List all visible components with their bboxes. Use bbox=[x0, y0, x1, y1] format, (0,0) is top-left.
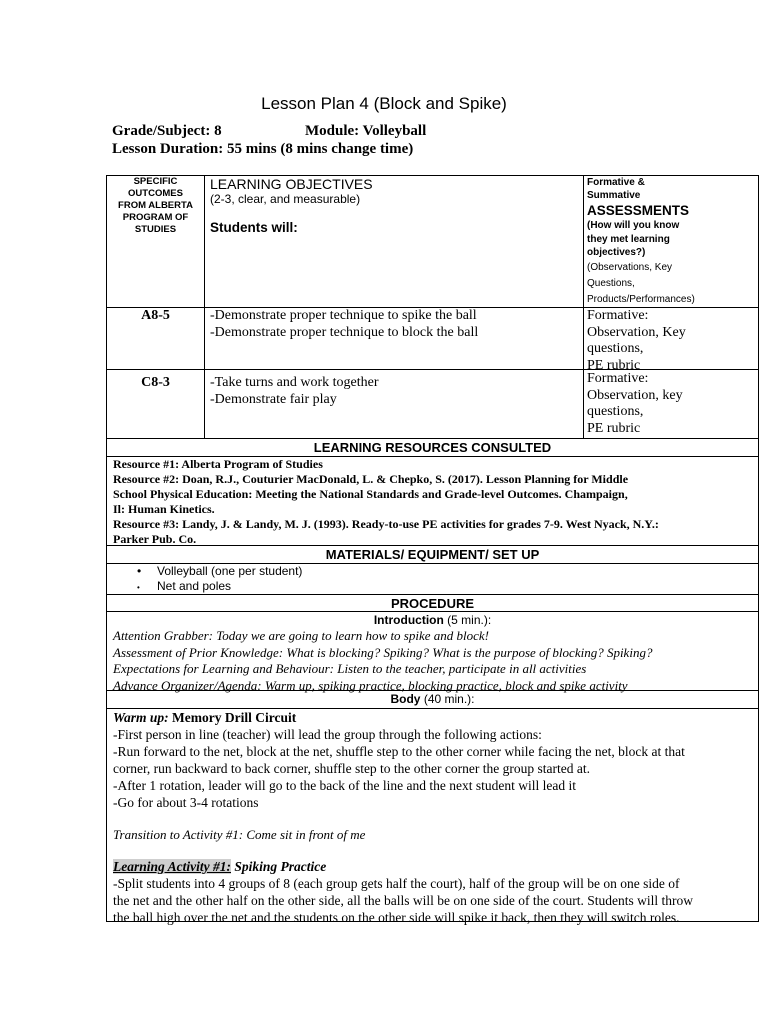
bullet-icon: • bbox=[137, 583, 140, 592]
warmup-heading bbox=[113, 709, 758, 726]
activity-heading bbox=[113, 858, 758, 875]
body-content bbox=[113, 709, 758, 926]
warmup-title: Memory Drill Circuit bbox=[168, 710, 297, 725]
objective-item: -Demonstrate fair play bbox=[210, 391, 337, 407]
procedure-heading: PROCEDURE bbox=[390, 596, 475, 611]
intro-line: Advance Organizer/Agenda: Warm up, spiking practice, blocking practice, block and spike activity bbox=[113, 677, 628, 693]
assessments-header bbox=[587, 176, 759, 308]
resource-line: Resource #3: Landy, J. & Landy, M. J. (1993). Ready-to-use PE activities for grades 7-9. West Nyack, N.Y.: bbox=[113, 517, 659, 531]
resources-heading: LEARNING RESOURCES CONSULTED bbox=[313, 440, 552, 455]
transition-text: Transition to Activity #1: Come sit in front of me bbox=[113, 827, 366, 842]
warmup-line: -Run forward to the net, block at the net, shuffle step to the other corner while facing the net, block at that bbox=[113, 744, 685, 759]
assess-small-line: Summative bbox=[587, 190, 641, 201]
assess-types-line: (Observations, Key bbox=[587, 261, 673, 273]
assessment-line: Formative: bbox=[587, 371, 649, 386]
intro-line: Attention Grabber: Today we are going to learn how to spike and block! bbox=[113, 628, 489, 643]
grade-subject-line bbox=[112, 123, 427, 140]
objective-item: -Demonstrate proper technique to spike the ball bbox=[210, 308, 477, 323]
outcomes-header-line: OUTCOMES bbox=[128, 188, 183, 199]
outcomes-header-line: FROM ALBERTA bbox=[118, 200, 193, 211]
assessment-cell bbox=[587, 371, 759, 437]
warmup-line: -Go for about 3-4 rotations bbox=[113, 795, 259, 810]
outcome-code: A8-5 bbox=[141, 308, 170, 323]
assessment-line: Formative: bbox=[587, 308, 649, 323]
objectives-header bbox=[210, 176, 580, 235]
materials-item-text: Volleyball (one per student) bbox=[157, 564, 303, 578]
objectives-cell bbox=[210, 308, 580, 341]
resource-line: Resource #1: Alberta Program of Studies bbox=[113, 457, 323, 471]
outcomes-header-line: SPECIFIC bbox=[133, 176, 178, 187]
page-title: Lesson Plan 4 (Block and Spike) bbox=[261, 94, 507, 113]
assess-types-line: Questions, bbox=[587, 277, 635, 289]
introduction-label: Introduction bbox=[373, 613, 444, 627]
assess-small-line: Formative & bbox=[587, 177, 645, 188]
outcome-code: C8-3 bbox=[141, 375, 170, 390]
body-heading bbox=[107, 691, 758, 708]
activity-line: the net and the other half on the other side, all the balls will be on one side of the court. Students will throw bbox=[113, 893, 693, 908]
lesson-duration: Lesson Duration: 55 mins (8 mins change time) bbox=[112, 141, 414, 157]
body-label: Body bbox=[390, 692, 421, 706]
assessment-line: PE rubric bbox=[587, 357, 641, 373]
assess-question-line: (How will you know bbox=[587, 220, 680, 231]
objectives-title: LEARNING OBJECTIVES bbox=[210, 176, 373, 192]
objective-item: -Demonstrate proper technique to block the ball bbox=[210, 324, 479, 340]
objectives-subtitle: (2-3, clear, and measurable) bbox=[210, 192, 361, 206]
outcomes-header bbox=[107, 176, 204, 236]
materials-item bbox=[137, 564, 302, 579]
introduction-time: (5 min.): bbox=[443, 613, 492, 627]
assessments-title: ASSESSMENTS bbox=[587, 203, 690, 218]
resource-line: School Physical Education: Meeting the National Standards and Grade-level Outcomes. Champaign, bbox=[113, 487, 628, 501]
lesson-plan-table bbox=[106, 175, 759, 925]
assessment-cell bbox=[587, 308, 759, 374]
objectives-cell bbox=[210, 375, 580, 408]
materials-list bbox=[137, 564, 302, 595]
assessment-line: questions, bbox=[587, 404, 644, 419]
column-divider bbox=[204, 176, 205, 438]
warmup-line: -After 1 rotation, leader will go to the back of the line and the next student will lead it bbox=[113, 778, 576, 793]
students-will: Students will: bbox=[210, 220, 298, 235]
resource-line: Parker Pub. Co. bbox=[113, 532, 197, 546]
materials-heading: MATERIALS/ EQUIPMENT/ SET UP bbox=[325, 547, 540, 562]
resource-line: Resource #2: Doan, R.J., Couturier MacDonald, L. & Chepko, S. (2017). Lesson Planning for Middle bbox=[113, 472, 629, 486]
bullet-icon: • bbox=[137, 564, 142, 578]
assessment-line: questions, bbox=[587, 341, 644, 356]
introduction-heading bbox=[107, 612, 758, 628]
resource-line: Il: Human Kinetics. bbox=[113, 502, 215, 516]
intro-line: Assessment of Prior Knowledge: What is blocking? Spiking? What is the purpose of blocking? Spiking? bbox=[113, 644, 653, 660]
resources-list bbox=[113, 457, 753, 547]
assessment-line: Observation, key bbox=[587, 387, 683, 403]
introduction-body bbox=[113, 628, 753, 694]
activity-line: -Split students into 4 groups of 8 (each group gets half the court), half of the group will be on one side of bbox=[113, 876, 680, 891]
assess-question-line: objectives?) bbox=[587, 247, 646, 258]
column-divider bbox=[583, 176, 584, 438]
assessment-line: PE rubric bbox=[587, 420, 641, 436]
assess-question-line: they met learning bbox=[587, 233, 670, 245]
activity-title: Spiking Practice bbox=[231, 859, 327, 874]
warmup-label: Warm up: bbox=[113, 710, 169, 725]
activity-line: the ball high over the net and the students on the other side will spike it back, then they will switch roles. bbox=[113, 910, 680, 925]
outcomes-header-line: STUDIES bbox=[134, 224, 177, 235]
materials-item bbox=[137, 579, 302, 595]
warmup-line: -First person in line (teacher) will lead the group through the following actions: bbox=[113, 727, 542, 742]
grade-subject: Grade/Subject: 8 bbox=[112, 123, 222, 139]
module: Module: Volleyball bbox=[305, 123, 427, 139]
assessment-line: Observation, Key bbox=[587, 324, 686, 340]
activity-label: Learning Activity #1: bbox=[113, 859, 231, 874]
outcomes-header-line: PROGRAM OF bbox=[122, 212, 189, 223]
body-time: (40 min.): bbox=[420, 692, 475, 706]
materials-item-text: Net and poles bbox=[157, 579, 232, 593]
intro-line: Expectations for Learning and Behaviour: Listen to the teacher, participate in all activities bbox=[113, 661, 587, 676]
assess-types-line: Products/Performances) bbox=[587, 293, 695, 305]
warmup-line: corner, run backward to back corner, shuffle step to the other corner the group started at. bbox=[113, 761, 590, 776]
objective-item: -Take turns and work together bbox=[210, 375, 379, 390]
